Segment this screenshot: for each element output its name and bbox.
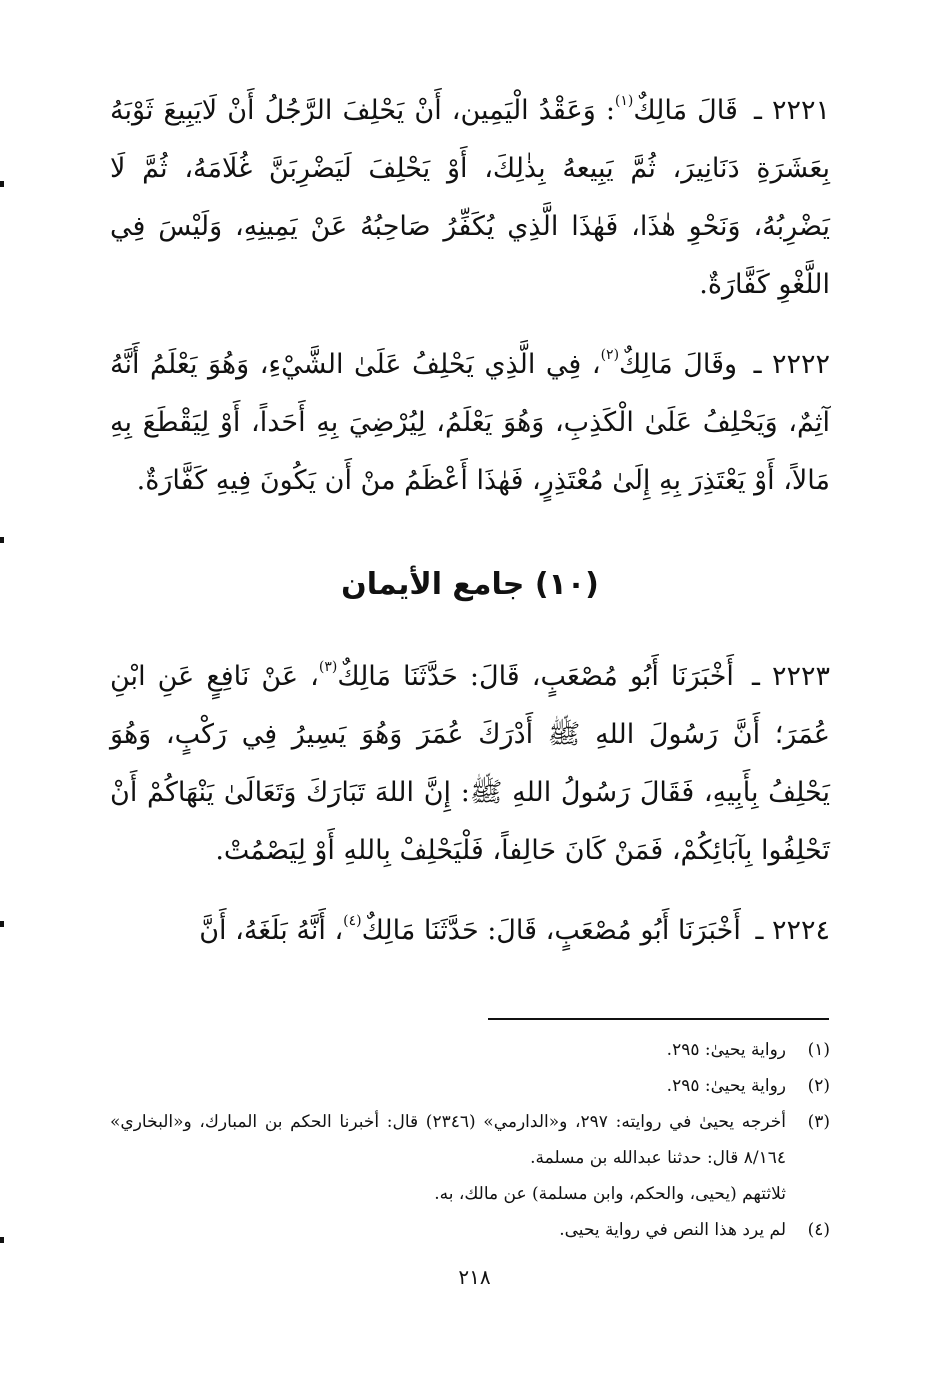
footnote-3	[110, 1104, 830, 1176]
footnote-number: (٤)	[807, 1220, 830, 1240]
footnote-number: (١)	[807, 1040, 830, 1060]
paragraph-body: ، فِي الَّذِي يَحْلِفُ عَلَىٰ الشَّيْءِ، وَهُوَ يَعْلَمُ أَنَّهُ آثِمٌ، وَيَحْلِفُ عَلَىٰ الْكَذِبِ، وَهُوَ يَعْلَمُ، لِيُرْضِيَ بِهِ أَحَداً، أَوْ لِيَقْطَعَ بِهِ مَالاً، أَوْ يَعْتَذِرَ بِهِ إِلَىٰ مُعْتَذِرٍ، فَهٰذَا أَعْظَمُ منْ أَن يَكُونَ فِيهِ كَفَّارَةٌ.	[110, 349, 830, 496]
paragraph-lead: وقَالَ مَالِكٌ	[619, 349, 738, 380]
scan-edge-mark	[0, 181, 4, 187]
paragraph-2222	[110, 336, 830, 510]
scan-edge-mark	[0, 921, 4, 927]
paragraph-lead: أَخْبَرَنَا أَبُو مُصْعَبٍ، قَالَ: حَدَّثَنَا مَالِكٌ	[337, 661, 734, 692]
page-number: ٢١٨	[458, 1265, 491, 1289]
footnote-number: (٣)	[807, 1112, 830, 1132]
footnote-number: (٢)	[807, 1076, 830, 1096]
footnote-ref: (٤)	[343, 913, 362, 929]
paragraph-body: ، عَنْ نَافِعٍ عَنِ ابْنِ عُمَرَ؛ أَنَّ رَسُولَ اللهِ ﷺ أَدْرَكَ عُمَرَ وَهُوَ يَسِيرُ فِي رَكْبٍ، وَهُوَ يَحْلِفُ بِأَبِيهِ، فَقَالَ رَسُولُ اللهِ ﷺ: إِنَّ اللهَ تَبَارَكَ وَتَعَالَىٰ يَنْهَاكُمْ أَنْ تَحْلِفُوا بِآبَائِكُمْ، فَمَنْ كَانَ حَالِفاً، فَلْيَحْلِفْ بِاللهِ أَوْ لِيَصْمُتْ.	[110, 661, 830, 866]
section-heading: (١٠) جامع الأيمان	[341, 567, 599, 602]
paragraph-2221	[110, 82, 830, 314]
footnote-text: رواية يحيىٰ: ٢٩٥.	[666, 1040, 786, 1060]
footnote-ref: (٢)	[600, 347, 620, 363]
paragraph-lead: أَخْبَرَنَا أَبُو مُصْعَبٍ، قَالَ: حَدَّثَنَا مَالِكٌ	[361, 915, 741, 946]
paragraph-2223	[110, 648, 830, 880]
footnote-text: رواية يحيىٰ: ٢٩٥.	[666, 1076, 786, 1096]
footnote-3-continuation: ثلاثتهم (يحيى، والحكم، وابن مسلمة) عن مالك، به.	[434, 1184, 786, 1204]
footnote-4	[110, 1212, 830, 1248]
paragraph-body: : وَعَقْدُ الْيَمِين، أَنْ يَحْلِفَ الرَّجُلُ أَنْ لَايَبِيعَ ثَوْبَهُ بِعَشَرَةِ دَنَانِيرَ، ثُمَّ يَبِيعهُ بِذٰلِكَ، أَوْ يَحْلِفَ لَيَضْرِبَنَّ غُلَامَهُ، ثُمَّ لَا يَضْرِبُهُ، وَنَحْوِ هٰذَا، فَهٰذَا الَّذِي يُكَفِّرُ صَاحِبُهُ عَنْ يَمِينِهِ، وَلَيْسَ فِي اللَّغْوِ كَفَّارَةٌ.	[110, 95, 830, 300]
paragraph-body: ، أَنَّهُ بَلَغَهُ، أَنَّ	[199, 915, 344, 946]
footnote-ref: (٣)	[318, 659, 338, 675]
paragraph-number: ٢٢٢٣ ـ	[752, 661, 830, 692]
paragraph-2224	[110, 902, 830, 960]
footnote-ref: (١)	[614, 93, 634, 109]
footnote-1	[110, 1032, 830, 1068]
footnote-2	[110, 1068, 830, 1104]
footnote-text: أخرجه يحيىٰ في روايته: ٢٩٧، و«الدارمي» (٢٣٤٦) قال: أخبرنا الحكم بن المبارك، و«البخاري» ٨/١٦٤ قال: حدثنا عبدالله بن مسلمة.	[110, 1112, 787, 1168]
footnotes	[110, 1032, 830, 1248]
scan-edge-mark	[0, 537, 4, 543]
paragraph-lead: قَالَ مَالِكٌ	[633, 95, 738, 126]
paragraph-number: ٢٢٢١ ـ	[754, 95, 831, 126]
scan-edge-mark	[0, 1237, 4, 1243]
paragraph-number: ٢٢٢٢ ـ	[753, 349, 831, 380]
footnote-separator	[488, 1018, 829, 1020]
paragraph-number: ٢٢٢٤ ـ	[755, 915, 830, 946]
footnote-text: لم يرد هذا النص في رواية يحيى.	[559, 1220, 786, 1240]
